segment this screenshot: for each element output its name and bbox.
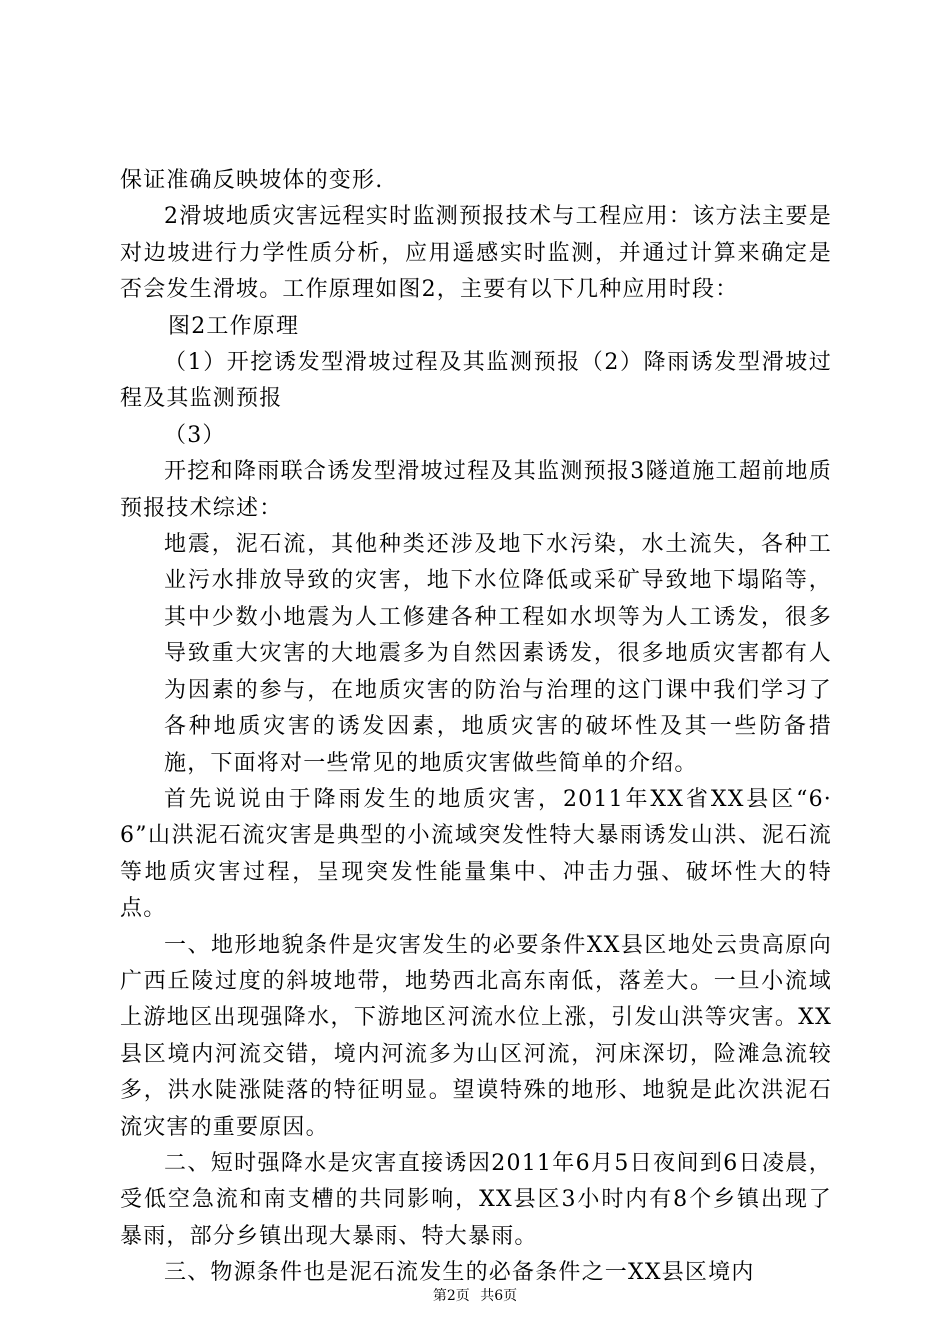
paragraph-list-3: （3） bbox=[164, 422, 226, 448]
paragraph-2: 2滑坡地质灾害远程实时监测预报技术与工程应用：该方法主要是对边坡进行力学性质分析，应用遥感实时监测，并通过计算来确定是否会发生滑坡。工作原理如图2，主要有以下几种应用时段： bbox=[120, 204, 832, 303]
page-total: 共6页 bbox=[480, 1288, 518, 1304]
figure-caption: 图2工作原理 bbox=[168, 313, 300, 339]
paragraph-6: 一、地形地貌条件是灾害发生的必要条件XX县区地处云贵高原向广西丘陵过度的斜坡地带，地势西北高东南低，落差大。一旦小流域上游地区出现强降水，下游地区河流水位上涨，引发山洪等灾害。XX县区境内河流交错，境内河流多为山区河流，河床深切，险滩急流较多，洪水陡涨陡落的特征明显。望谟特殊的地形、地貌是此次洪泥石流灾害的重要原因。 bbox=[120, 932, 832, 1140]
page-number: 第2页 bbox=[432, 1288, 470, 1304]
paragraph-list-1-2: （1）开挖诱发型滑坡过程及其监测预报（2）降雨诱发型滑坡过程及其监测预报 bbox=[120, 350, 832, 412]
paragraph-3: 开挖和降雨联合诱发型滑坡过程及其监测预报3隧道施工超前地质预报技术综述： bbox=[120, 459, 832, 521]
page-footer bbox=[0, 1286, 950, 1306]
document-body bbox=[120, 163, 832, 1292]
paragraph-7: 二、短时强降水是灾害直接诱因2011年6月5日夜间到6日凌晨，受低空急流和南支槽的共同影响，XX县区3小时内有8个乡镇出现了暴雨，部分乡镇出现大暴雨、特大暴雨。 bbox=[120, 1150, 832, 1249]
paragraph-5: 首先说说由于降雨发生的地质灾害，2011年XX省XX县区“6·6”山洪泥石流灾害是典型的小流域突发性特大暴雨诱发山洪、泥石流等地质灾害过程，呈现突发性能量集中、冲击力强、破坏性大的特点。 bbox=[120, 786, 832, 922]
paragraph-8: 三、物源条件也是泥石流发生的必备条件之一XX县区境内 bbox=[164, 1260, 755, 1286]
paragraph-1: 保证准确反映坡体的变形. bbox=[120, 168, 384, 193]
paragraph-4: 地震，泥石流，其他种类还涉及地下水污染，水土流失，各种工业污水排放导致的灾害，地下水位降低或采矿导致地下塌陷等，其中少数小地震为人工修建各种工程如水坝等为人工诱发，很多导致重大灾害的大地震多为自然因素诱发，很多地质灾害都有人为因素的参与，在地质灾害的防治与治理的这门课中我们学习了各种地质灾害的诱发因素，地质灾害的破坏性及其一些防备措施，下面将对一些常见的地质灾害做些简单的介绍。 bbox=[164, 532, 832, 776]
